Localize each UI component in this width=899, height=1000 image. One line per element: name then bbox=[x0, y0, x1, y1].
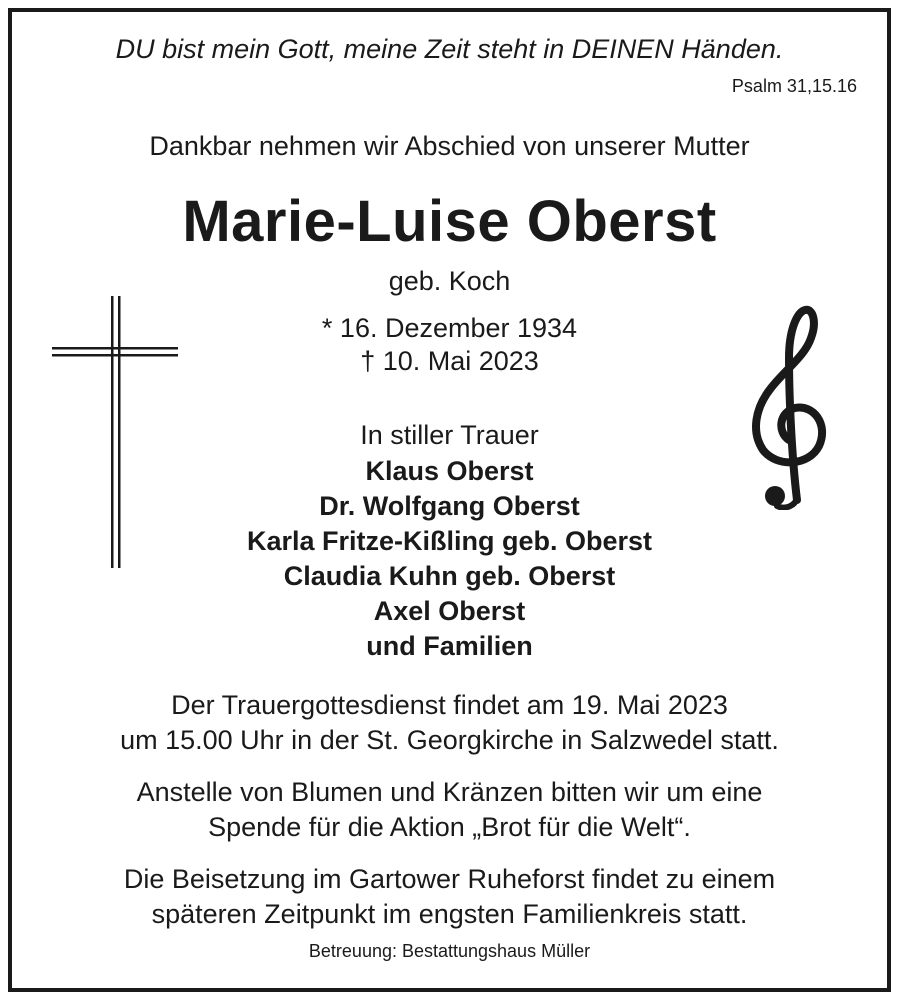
donation-line: Anstelle von Blumen und Kränzen bitten wir um eine bbox=[136, 777, 763, 807]
mourner-name: Dr. Wolfgang Oberst bbox=[319, 491, 580, 521]
motto-verse: DU bist mein Gott, meine Zeit steht in DEINEN Händen. bbox=[115, 34, 784, 64]
birth-name: geb. Koch bbox=[388, 266, 511, 296]
intro-line: Dankbar nehmen wir Abschied von unserer Mutter bbox=[149, 131, 750, 161]
mourner-name: Klaus Oberst bbox=[365, 456, 534, 486]
death-date: † 10. Mai 2023 bbox=[360, 346, 539, 376]
mourners-list bbox=[0, 454, 899, 664]
mourner-name: Claudia Kuhn geb. Oberst bbox=[283, 561, 616, 591]
mourner-name: Axel Oberst bbox=[373, 596, 526, 626]
burial-line: Die Beisetzung im Gartower Ruheforst findet zu einem bbox=[123, 864, 776, 894]
burial-line: späteren Zeitpunkt im engsten Familienkreis statt. bbox=[151, 899, 748, 929]
deceased-name: Marie-Luise Oberst bbox=[182, 189, 717, 254]
donation-line: Spende für die Aktion „Brot für die Welt“. bbox=[208, 812, 691, 842]
birth-date: * 16. Dezember 1934 bbox=[321, 313, 578, 343]
service-line: um 15.00 Uhr in der St. Georgkirche in Salzwedel statt. bbox=[120, 725, 779, 755]
mourner-name: und Familien bbox=[366, 631, 533, 661]
mourner-name: Karla Fritze-Kißling geb. Oberst bbox=[246, 526, 653, 556]
burial-note bbox=[0, 862, 899, 932]
funeral-home-credit: Betreuung: Bestattungshaus Müller bbox=[308, 941, 591, 961]
donation-note bbox=[0, 775, 899, 845]
service-line: Der Trauergottesdienst findet am 19. Mai 2023 bbox=[171, 690, 728, 720]
motto-reference: Psalm 31,15.16 bbox=[731, 76, 857, 96]
service-info bbox=[0, 688, 899, 758]
mourning-line: In stiller Trauer bbox=[360, 420, 539, 450]
